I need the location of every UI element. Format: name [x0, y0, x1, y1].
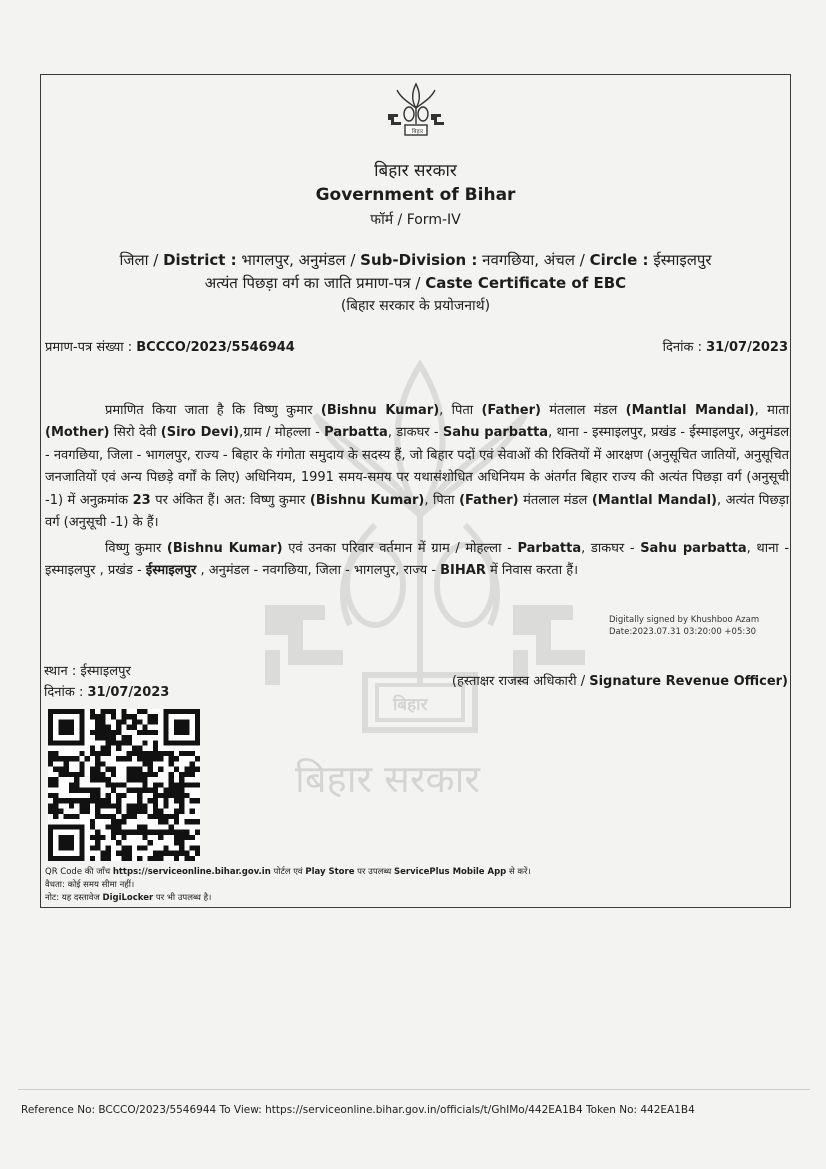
form-label: फॉर्म / Form-IV	[370, 212, 461, 228]
paragraph-run: , अनुमंडल - नवगछिया, जिला - भागलपुर, राज्य -	[196, 563, 441, 579]
district-label-hi: जिला /	[119, 251, 164, 269]
issue-date-label: दिनांक :	[662, 340, 707, 355]
paragraph-run: मंतलाल मंडल	[518, 492, 592, 508]
paragraph-run: , पिता	[424, 492, 460, 508]
signature-label-hi: (हस्ताक्षर राजस्व अधिकारी /	[451, 674, 590, 689]
paragraph-run: (Mantlal Mandal)	[625, 403, 755, 418]
purpose-line: (बिहार सरकार के प्रयोजनार्थ)	[340, 298, 491, 314]
digilocker-note	[45, 892, 531, 905]
footer-date-label: दिनांक :	[44, 685, 88, 700]
qr-note	[45, 866, 531, 879]
paragraph-run: (Bishnu Kumar)	[166, 541, 283, 556]
place-date-block	[44, 661, 169, 703]
paragraph-run: , माता	[754, 403, 789, 418]
digital-signature-signer: Digitally signed by Khushboo Azam	[609, 615, 760, 625]
digital-signature	[609, 614, 759, 638]
service-portal-link[interactable]: https://serviceonline.bihar.gov.in	[112, 867, 271, 877]
paragraph-run: (Mantlal Mandal)	[591, 492, 717, 508]
validity-note: वैधता: कोई समय सीमा नहीं।	[45, 880, 135, 890]
issue-date	[663, 337, 788, 355]
paragraph-run: सिरो देवी	[109, 425, 161, 441]
circle-label: Circle :	[589, 251, 649, 269]
play-store-label: Play Store	[305, 867, 355, 877]
certificate-number-value: BCCCO/2023/5546944	[136, 340, 295, 355]
qr-note-text: QR Code की जाँच	[45, 867, 113, 877]
issue-date-value: 31/07/2023	[706, 340, 788, 355]
paragraph-run: (Father)	[481, 403, 541, 418]
qr-note-text: पोर्टल एवं	[270, 867, 306, 877]
paragraph-run: (Bishnu Kumar)	[320, 403, 440, 418]
digilocker-label: DigiLocker	[102, 893, 154, 903]
paragraph-run: Parbatta	[517, 541, 582, 556]
digital-signature-date: Date:2023.07.31 03:20:00 +05:30	[609, 627, 757, 637]
qr-note-text: पर उपलब्ध	[354, 867, 395, 877]
certificate-title-en: Caste Certificate of EBC	[425, 274, 627, 292]
footer-divider	[18, 1089, 810, 1090]
paragraph-run: , पिता	[439, 403, 482, 418]
paragraph-run: (Mother)	[45, 425, 110, 441]
serviceplus-app-label: ServicePlus Mobile App	[394, 867, 507, 877]
paragraph-run: BIHAR	[440, 563, 486, 579]
paragraph-run: , अत्यंत पिछड़ा वर्ग (अनुसूची -1) के हैं।	[45, 492, 789, 531]
residence-paragraph	[45, 538, 789, 583]
paragraph-run: ,ग्राम / मोहल्ला -	[239, 425, 325, 441]
paragraph-run: प्रमाणित किया जाता है कि विष्णु कुमार	[105, 403, 321, 418]
paragraph-run: Parbatta	[324, 425, 388, 441]
paragraph-run: विष्णु कुमार	[105, 541, 167, 556]
paragraph-run: , डाकघर -	[387, 425, 443, 441]
paragraph-run: मंतलाल मंडल	[540, 403, 626, 418]
qr-code[interactable]	[48, 709, 200, 861]
district-value: भागलपुर, अनुमंडल /	[236, 251, 361, 269]
certification-paragraph	[45, 400, 789, 534]
footer-date-value: 31/07/2023	[87, 685, 170, 700]
paragraph-run: , थाना - इस्माइलपुर , प्रखंड -	[45, 541, 790, 579]
paragraph-run: ईस्माइलपुर	[145, 563, 197, 579]
signature-line	[452, 671, 788, 689]
circle-value: ईस्माइलपुर	[648, 251, 712, 269]
reference-line[interactable]: Reference No: BCCCO/2023/5546944 To View: https://serviceonline.bihar.gov.in/officials/t/GhIMo/442EA1B4 Token No: 442EA1B4	[21, 1104, 695, 1116]
subdivision-value: नवगछिया, अंचल /	[477, 251, 590, 269]
paragraph-run: , डाकघर -	[581, 541, 641, 556]
gov-english-title: Government of Bihar	[315, 185, 516, 205]
place-value: ईस्माइलपुर	[80, 664, 131, 679]
paragraph-run: Sahu parbatta	[640, 541, 747, 556]
subdivision-label: Sub-Division :	[360, 251, 478, 269]
paragraph-run: पर अंकित हैं। अत: विष्णु कुमार	[150, 492, 310, 508]
district-label-en: District :	[163, 251, 237, 269]
footer-date-line	[44, 682, 169, 703]
paragraph-run: (Bishnu Kumar)	[309, 492, 425, 508]
signature-label-en: Signature Revenue Officer)	[589, 674, 788, 689]
digilocker-note-text: पर भी उपलब्ध है।	[153, 893, 212, 903]
place-label: स्थान :	[44, 664, 81, 679]
paragraph-run: में निवास करता हैं।	[485, 563, 579, 579]
paragraph-run: (Siro Devi)	[160, 425, 240, 441]
certificate-title-hi: अत्यंत पिछड़ा वर्ग का जाति प्रमाण-पत्र /	[204, 274, 426, 292]
paragraph-run: (Father)	[459, 492, 519, 508]
qr-note-text: से करें।	[506, 867, 531, 877]
emblem-seal-text: बिहार	[411, 129, 424, 135]
paragraph-run: एवं उनका परिवार वर्तमान में ग्राम / मोहल्ला -	[282, 541, 518, 556]
watermark-seal-text: बिहार	[393, 695, 428, 715]
digilocker-note-text: नोट: यह दस्तावेज	[45, 893, 103, 903]
certificate-number	[45, 337, 295, 355]
certificate-number-label: प्रमाण-पत्र संख्या :	[45, 340, 137, 355]
verification-notes	[45, 866, 531, 905]
gov-hindi-title: बिहार सरकार	[374, 161, 457, 181]
paragraph-run: Sahu parbatta	[442, 425, 549, 441]
paragraph-run: 23	[132, 492, 151, 508]
certificate-title	[40, 273, 791, 293]
location-line	[40, 250, 791, 270]
watermark-text: बिहार सरकार	[295, 757, 480, 801]
paragraph-run: , थाना - इस्माइलपुर, प्रखंड - ईस्माइलपुर, अनुमंडल - नवगछिया, जिला - भागलपुर, राज्य - बिहार के गंगोता समुदाय के सदस्य हैं, जो बिहार पदों एवं सेवाओं की रिक्तियों में आरक्षण (अनुसूचित जातियों, अनुसूचित जनजातियों एवं अन्य पिछड़े वर्गों के लिए) अधिनियम, 1991 समय-समय पर यथासंशोधित अधिनियम के अंतर्गत बिहार राज्य की अत्यंत पिछड़ा वर्ग (अनुसूची -1) में अनुक्रमांक	[45, 425, 790, 508]
place-line	[44, 661, 169, 682]
